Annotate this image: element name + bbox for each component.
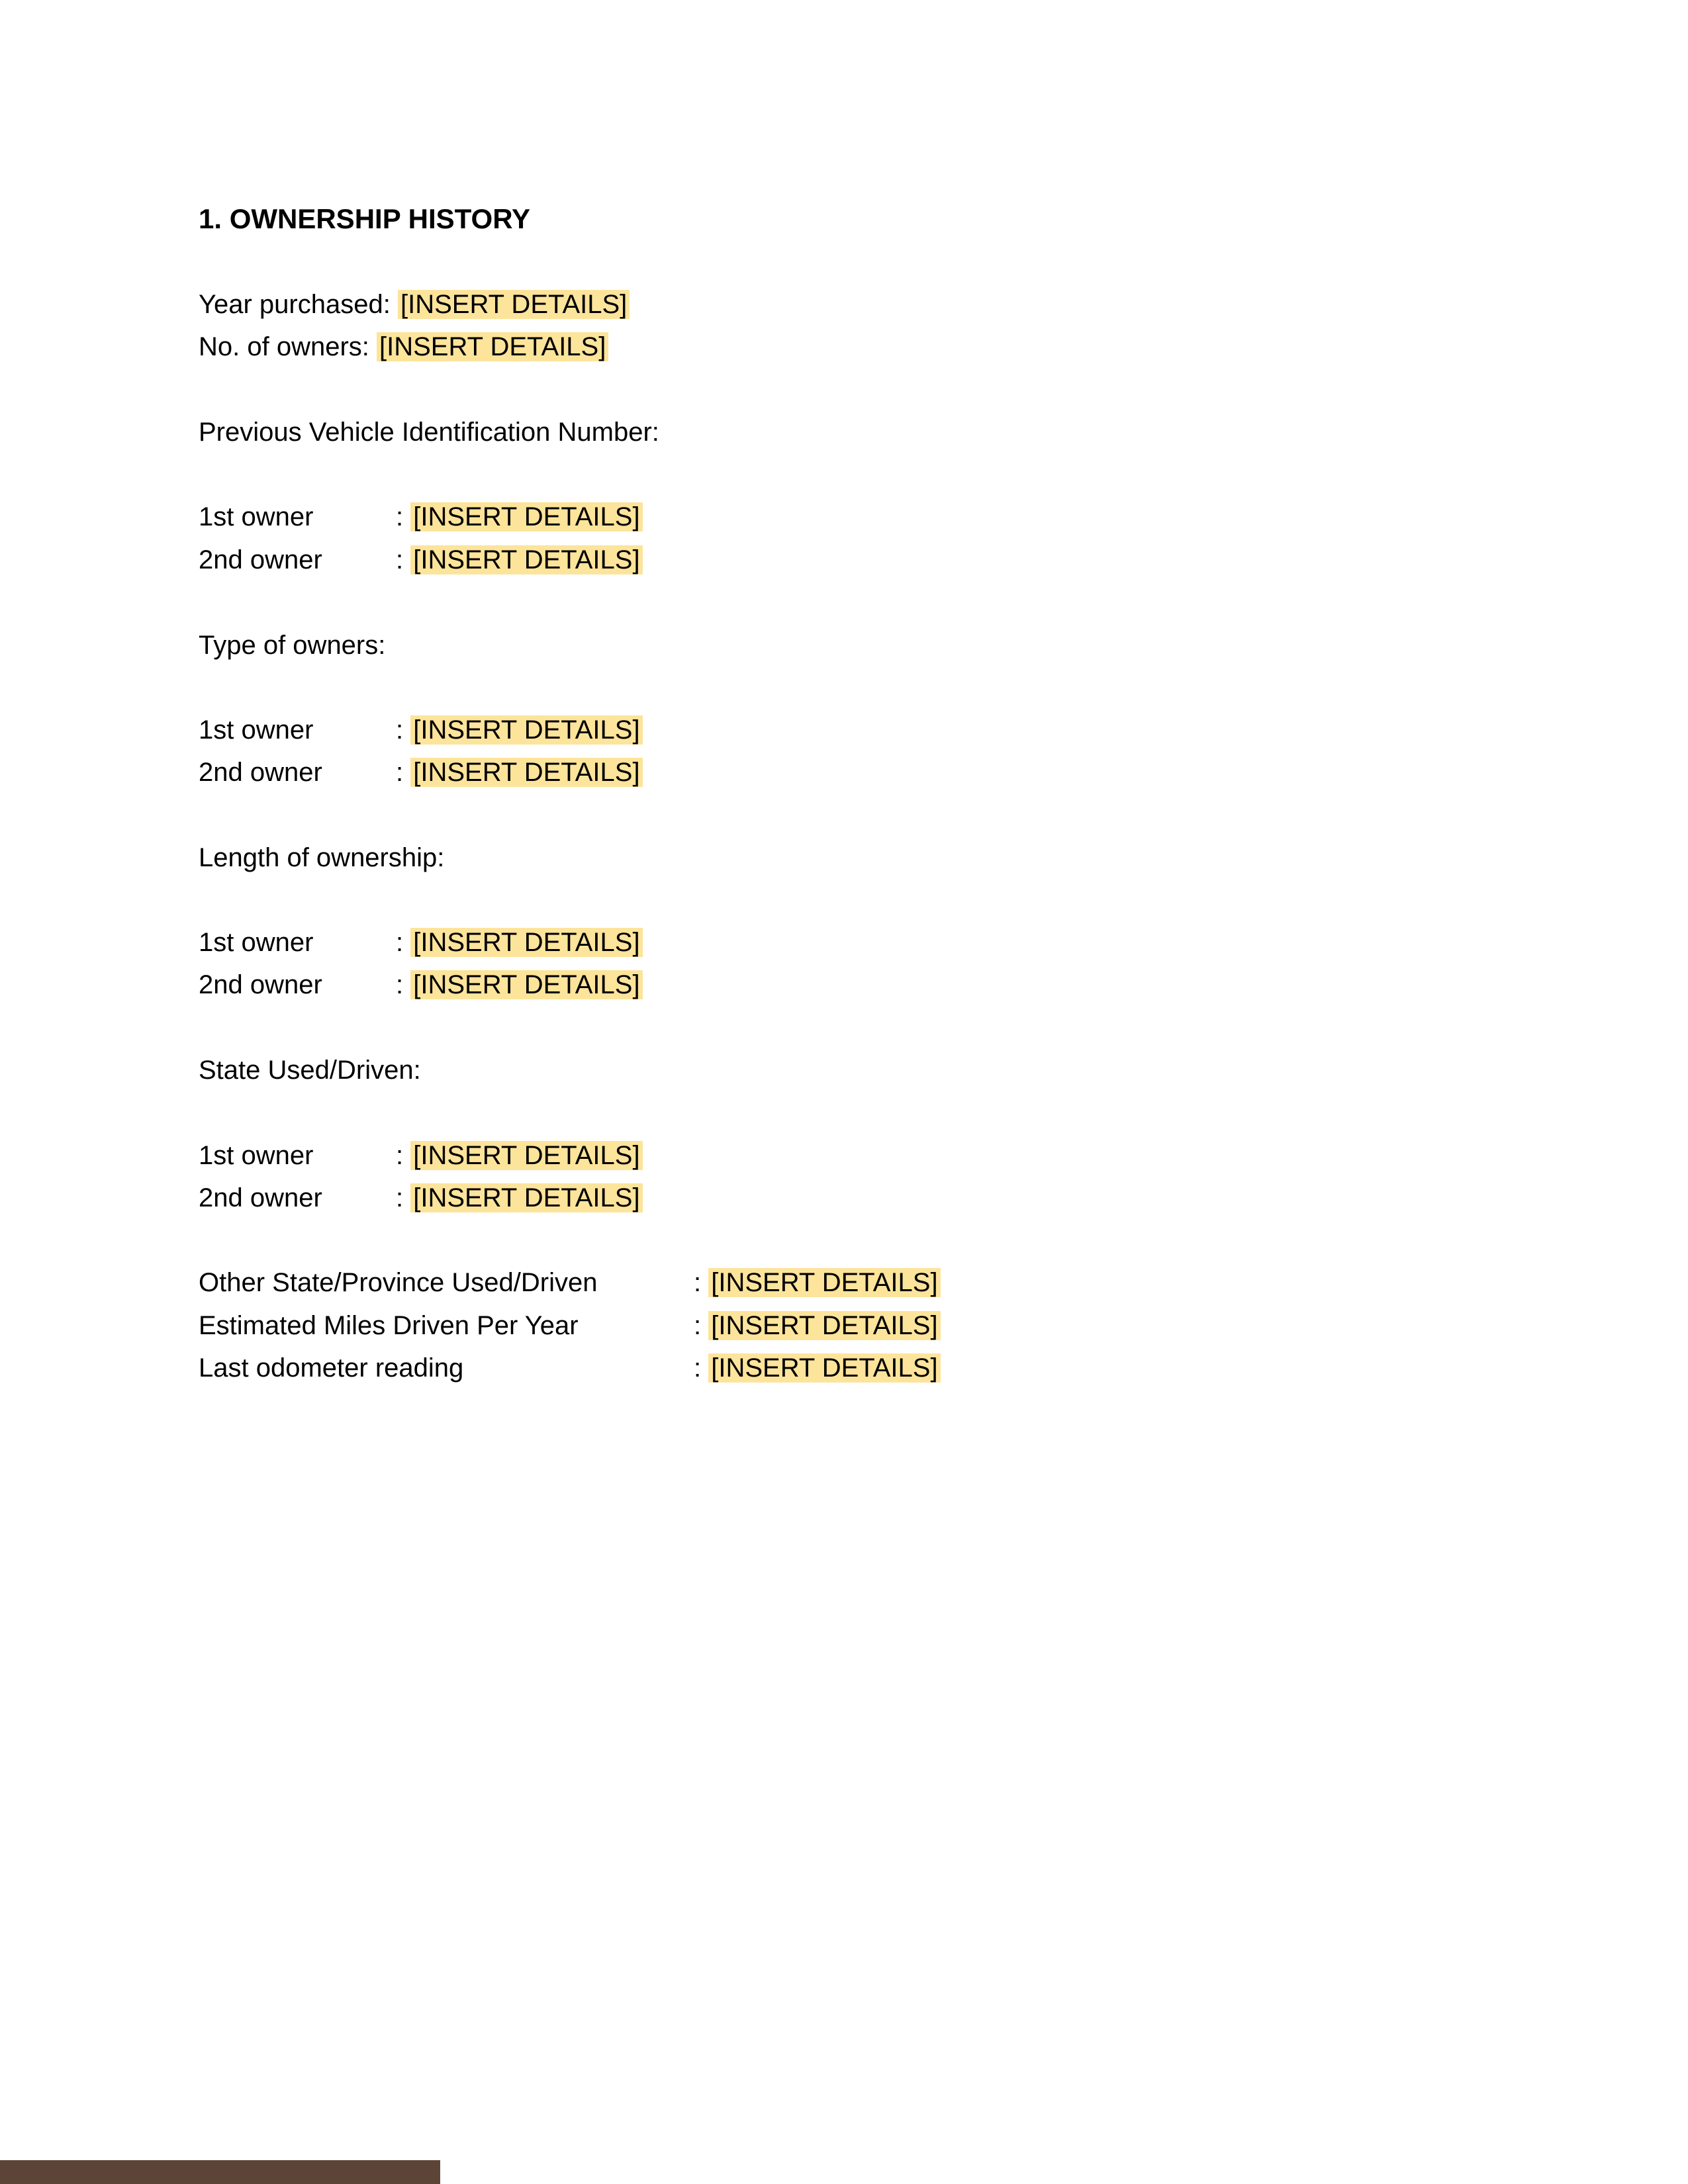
separator: : [694, 1311, 702, 1340]
state-used-row [199, 1179, 643, 1216]
section-heading: 1. OWNERSHIP HISTORY [199, 203, 530, 234]
separator: : [396, 545, 404, 574]
year-purchased-line [199, 286, 630, 323]
odometer-row [199, 1349, 941, 1387]
separator: : [694, 1353, 702, 1383]
other-state-row [199, 1264, 941, 1301]
length-of-ownership-row [199, 966, 643, 1003]
state-used-2nd-value[interactable]: [INSERT DETAILS] [410, 1183, 642, 1212]
owner-label: 1st owner [199, 502, 314, 531]
estimated-miles-label: Estimated Miles Driven Per Year [199, 1311, 579, 1340]
owner-label: 2nd owner [199, 545, 322, 574]
type-of-owners-row [199, 754, 643, 791]
owner-label: 2nd owner [199, 970, 322, 999]
other-state-value[interactable]: [INSERT DETAILS] [708, 1268, 940, 1297]
no-of-owners-label: No. of owners: [199, 332, 369, 361]
previous-vin-1st-value[interactable]: [INSERT DETAILS] [410, 502, 642, 531]
type-of-owners-1st-value[interactable]: [INSERT DETAILS] [410, 715, 642, 745]
owner-label: 1st owner [199, 1141, 314, 1170]
state-used-1st-value[interactable]: [INSERT DETAILS] [410, 1141, 642, 1170]
odometer-label: Last odometer reading [199, 1353, 464, 1383]
estimated-miles-value[interactable]: [INSERT DETAILS] [708, 1311, 940, 1340]
length-of-ownership-label: Length of ownership: [199, 843, 445, 872]
separator: : [396, 970, 404, 999]
no-of-owners-line [199, 328, 608, 365]
odometer-value[interactable]: [INSERT DETAILS] [708, 1353, 940, 1383]
separator: : [694, 1268, 702, 1297]
separator: : [396, 1183, 404, 1212]
owner-label: 1st owner [199, 715, 314, 745]
type-of-owners-row [199, 711, 643, 749]
state-used-label: State Used/Driven: [199, 1056, 421, 1085]
separator: : [396, 758, 404, 787]
no-of-owners-value[interactable]: [INSERT DETAILS] [377, 332, 608, 361]
year-purchased-value[interactable]: [INSERT DETAILS] [398, 290, 630, 319]
length-of-ownership-2nd-value[interactable]: [INSERT DETAILS] [410, 970, 642, 999]
state-used-row [199, 1137, 643, 1174]
separator: : [396, 1141, 404, 1170]
separator: : [396, 502, 404, 531]
other-state-label: Other State/Province Used/Driven [199, 1268, 598, 1297]
separator: : [396, 928, 404, 957]
previous-vin-2nd-value[interactable]: [INSERT DETAILS] [410, 545, 642, 574]
previous-vin-label: Previous Vehicle Identification Number: [199, 418, 659, 447]
footer-bar [0, 2160, 440, 2184]
previous-vin-row [199, 498, 643, 535]
length-of-ownership-1st-value[interactable]: [INSERT DETAILS] [410, 928, 642, 957]
type-of-owners-label: Type of owners: [199, 631, 386, 660]
type-of-owners-2nd-value[interactable]: [INSERT DETAILS] [410, 758, 642, 787]
previous-vin-row [199, 541, 643, 578]
separator: : [396, 715, 404, 745]
owner-label: 1st owner [199, 928, 314, 957]
length-of-ownership-row [199, 924, 643, 961]
year-purchased-label: Year purchased: [199, 290, 391, 319]
estimated-miles-row [199, 1307, 941, 1344]
owner-label: 2nd owner [199, 1183, 322, 1212]
owner-label: 2nd owner [199, 758, 322, 787]
